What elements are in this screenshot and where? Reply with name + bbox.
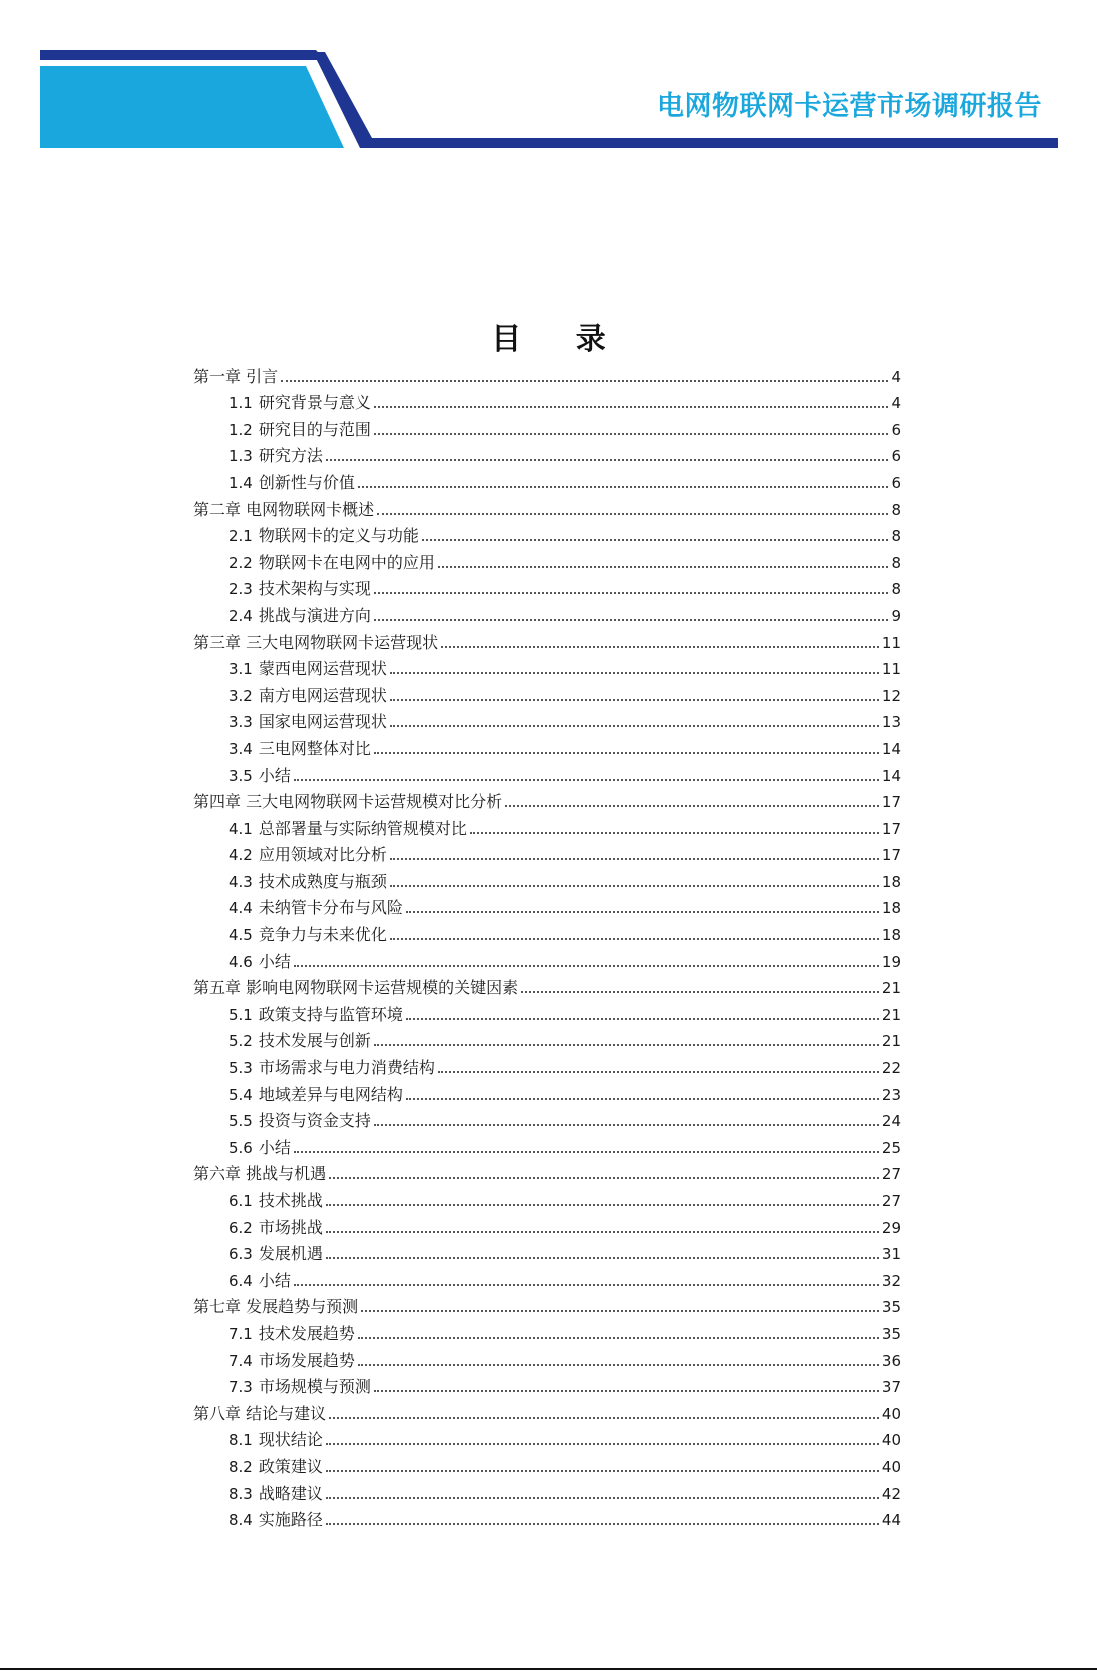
toc-dot-leader bbox=[390, 858, 879, 860]
toc-section-entry[interactable] bbox=[193, 414, 901, 441]
toc-entry-number: 3.4 bbox=[229, 739, 253, 758]
toc-section-entry[interactable] bbox=[193, 1345, 901, 1372]
toc-entry-title: 技术发展与创新 bbox=[258, 1031, 371, 1051]
toc-entry-number: 6.4 bbox=[229, 1271, 253, 1290]
toc-section-entry[interactable] bbox=[193, 1239, 901, 1266]
toc-section-entry[interactable] bbox=[193, 1318, 901, 1345]
toc-entry-number: 5.5 bbox=[229, 1112, 253, 1131]
toc-entry-title: 未纳管卡分布与风险 bbox=[258, 898, 403, 918]
toc-section-entry[interactable] bbox=[193, 1505, 901, 1532]
toc-dot-leader bbox=[294, 965, 879, 967]
toc-section-entry[interactable] bbox=[193, 893, 901, 920]
toc-entry-page-number: 40 bbox=[881, 1404, 901, 1423]
toc-dot-leader bbox=[374, 1124, 879, 1126]
toc-section-entry[interactable] bbox=[193, 654, 901, 681]
toc-entry-page-number: 9 bbox=[891, 606, 901, 625]
toc-chapter-entry[interactable] bbox=[193, 627, 901, 654]
toc-dot-leader bbox=[521, 991, 879, 993]
toc-entry-number: 2.1 bbox=[229, 527, 253, 546]
toc-entry-title: 竞争力与未来优化 bbox=[258, 925, 387, 945]
toc-section-entry[interactable] bbox=[193, 600, 901, 627]
toc-heading: 目 录 bbox=[491, 322, 628, 357]
toc-entry-page-number: 42 bbox=[881, 1484, 901, 1503]
toc-entry-page-number: 17 bbox=[881, 846, 901, 865]
page-bottom-rule bbox=[0, 1668, 1097, 1670]
toc-dot-leader bbox=[374, 592, 889, 594]
toc-dot-leader bbox=[374, 406, 889, 408]
toc-section-entry[interactable] bbox=[193, 999, 901, 1026]
toc-entry-number: 8.3 bbox=[229, 1484, 253, 1503]
toc-entry-title: 第六章 挑战与机遇 bbox=[193, 1164, 327, 1184]
toc-dot-leader bbox=[358, 1337, 879, 1339]
toc-dot-leader bbox=[390, 672, 879, 674]
toc-dot-leader bbox=[374, 619, 889, 621]
toc-entry-title: 第二章 电网物联网卡概述 bbox=[193, 499, 375, 519]
toc-dot-leader bbox=[326, 1443, 879, 1445]
toc-dot-leader bbox=[329, 1417, 879, 1419]
toc-entry-title: 战略建议 bbox=[258, 1483, 323, 1503]
toc-dot-leader bbox=[422, 539, 889, 541]
toc-entry-title: 第三章 三大电网物联网卡运营现状 bbox=[193, 632, 439, 652]
toc-entry-title: 技术挑战 bbox=[258, 1191, 323, 1210]
toc-entry-title: 三电网整体对比 bbox=[258, 738, 371, 758]
toc-entry-number: 7.4 bbox=[229, 1351, 253, 1370]
toc-entry-number: 3.3 bbox=[229, 713, 253, 732]
toc-dot-leader bbox=[438, 1071, 879, 1073]
toc-entry-number: 4.1 bbox=[229, 819, 253, 838]
toc-entry-page-number: 25 bbox=[881, 1138, 901, 1157]
toc-entry-page-number: 35 bbox=[881, 1298, 901, 1317]
toc-section-entry[interactable] bbox=[193, 946, 901, 973]
toc-dot-leader bbox=[294, 1284, 879, 1286]
toc-dot-leader bbox=[326, 1497, 879, 1499]
toc-entry-number: 2.4 bbox=[229, 606, 253, 625]
toc-dot-leader bbox=[406, 911, 879, 913]
toc-entry-page-number: 40 bbox=[881, 1457, 901, 1476]
toc-entry-page-number: 4 bbox=[891, 367, 901, 386]
toc-section-entry[interactable] bbox=[193, 707, 901, 734]
toc-entry-number: 6.3 bbox=[229, 1245, 253, 1264]
toc-dot-leader bbox=[361, 1310, 879, 1312]
toc-entry-page-number: 13 bbox=[881, 713, 901, 732]
toc-entry-title: 物联网卡的定义与功能 bbox=[258, 526, 419, 546]
toc-entry-number: 1.4 bbox=[229, 473, 253, 492]
toc-section-entry[interactable] bbox=[193, 1265, 901, 1292]
toc-dot-leader bbox=[329, 1177, 879, 1179]
toc-dot-leader bbox=[374, 1044, 879, 1046]
toc-entry-page-number: 11 bbox=[881, 660, 901, 679]
toc-dot-leader bbox=[374, 752, 879, 754]
toc-entry-number: 4.3 bbox=[229, 872, 253, 891]
toc-entry-title: 小结 bbox=[258, 765, 291, 785]
toc-entry-title: 蒙西电网运营现状 bbox=[258, 659, 387, 679]
toc-entry-page-number: 40 bbox=[881, 1431, 901, 1450]
toc-entry-page-number: 44 bbox=[881, 1511, 901, 1530]
toc-entry-page-number: 24 bbox=[881, 1112, 901, 1131]
toc-entry-title: 政策建议 bbox=[258, 1456, 323, 1476]
toc-dot-leader bbox=[281, 380, 888, 382]
toc-entry-number: 7.1 bbox=[229, 1324, 253, 1343]
toc-entry-number: 5.3 bbox=[229, 1059, 253, 1078]
toc-section-entry[interactable] bbox=[193, 1425, 901, 1452]
toc-section-entry[interactable] bbox=[193, 919, 901, 946]
toc-entry-title: 市场发展趋势 bbox=[258, 1350, 355, 1370]
toc-dot-leader bbox=[470, 832, 879, 834]
toc-dot-leader bbox=[390, 938, 879, 940]
toc-dot-leader bbox=[326, 1257, 879, 1259]
toc-entry-page-number: 6 bbox=[891, 447, 901, 466]
toc-entry-page-number: 4 bbox=[891, 394, 901, 413]
toc-section-entry[interactable] bbox=[193, 866, 901, 893]
toc-entry-title: 技术架构与实现 bbox=[258, 579, 371, 599]
toc-section-entry[interactable] bbox=[193, 574, 901, 601]
toc-section-entry[interactable] bbox=[193, 441, 901, 468]
toc-entry-page-number: 17 bbox=[881, 819, 901, 838]
toc-entry-number: 1.3 bbox=[229, 447, 253, 466]
toc-entry-title: 投资与资金支持 bbox=[258, 1111, 371, 1131]
toc-section-entry[interactable] bbox=[193, 1052, 901, 1079]
toc-dot-leader bbox=[438, 566, 889, 568]
toc-dot-leader bbox=[390, 725, 879, 727]
toc-entry-title: 第四章 三大电网物联网卡运营规模对比分析 bbox=[193, 792, 503, 812]
toc-entry-number: 8.4 bbox=[229, 1511, 253, 1530]
toc-entry-number: 5.4 bbox=[229, 1085, 253, 1104]
toc-section-entry[interactable] bbox=[193, 1372, 901, 1399]
toc-entry-page-number: 32 bbox=[881, 1271, 901, 1290]
toc-section-entry[interactable] bbox=[193, 813, 901, 840]
toc-entry-title: 总部署量与实际纳管规模对比 bbox=[258, 818, 467, 838]
toc-entry-page-number: 6 bbox=[891, 420, 901, 439]
toc-entry-page-number: 6 bbox=[891, 473, 901, 492]
toc-dot-leader bbox=[390, 699, 879, 701]
toc-entry-number: 4.4 bbox=[229, 899, 253, 918]
toc-dot-leader bbox=[294, 779, 879, 781]
toc-entry-page-number: 27 bbox=[881, 1165, 901, 1184]
toc-section-entry[interactable] bbox=[193, 733, 901, 760]
toc-entry-number: 7.3 bbox=[229, 1378, 253, 1397]
toc-entry-number: 3.5 bbox=[229, 766, 253, 785]
toc-entry-title: 小结 bbox=[258, 1137, 291, 1157]
toc-entry-number: 2.2 bbox=[229, 553, 253, 572]
toc-section-entry[interactable] bbox=[193, 1079, 901, 1106]
toc-entry-number: 3.2 bbox=[229, 686, 253, 705]
toc-section-entry[interactable] bbox=[193, 388, 901, 415]
toc-entry-title: 创新性与价值 bbox=[258, 472, 355, 492]
toc-section-entry[interactable] bbox=[193, 547, 901, 574]
toc-chapter-entry[interactable] bbox=[193, 1292, 901, 1319]
toc-chapter-entry[interactable] bbox=[193, 361, 901, 388]
toc-section-entry[interactable] bbox=[193, 1478, 901, 1505]
toc-entry-title: 小结 bbox=[258, 951, 291, 971]
toc-entry-number: 6.2 bbox=[229, 1218, 253, 1237]
toc-section-entry[interactable] bbox=[193, 760, 901, 787]
toc-entry-number: 5.6 bbox=[229, 1138, 253, 1157]
toc-entry-page-number: 35 bbox=[881, 1324, 901, 1343]
toc-entry-page-number: 23 bbox=[881, 1085, 901, 1104]
toc-entry-title: 国家电网运营现状 bbox=[258, 712, 387, 732]
toc-entry-number: 1.2 bbox=[229, 420, 253, 439]
toc-section-entry[interactable] bbox=[193, 1185, 901, 1212]
toc-entry-title: 小结 bbox=[258, 1270, 291, 1290]
toc-entry-page-number: 36 bbox=[881, 1351, 901, 1370]
toc-entry-title: 第五章 影响电网物联网卡运营规模的关键因素 bbox=[193, 978, 519, 998]
toc-entry-page-number: 18 bbox=[881, 872, 901, 891]
toc-dot-leader bbox=[390, 885, 879, 887]
toc-entry-title: 第七章 发展趋势与预测 bbox=[193, 1297, 359, 1317]
toc-entry-number: 5.2 bbox=[229, 1032, 253, 1051]
toc-entry-title: 市场需求与电力消费结构 bbox=[258, 1058, 435, 1078]
toc-entry-title: 实施路径 bbox=[258, 1510, 323, 1530]
toc-entry-title: 市场挑战 bbox=[258, 1217, 323, 1237]
toc-chapter-entry[interactable] bbox=[193, 1159, 901, 1186]
toc-dot-leader bbox=[406, 1098, 879, 1100]
toc-entry-title: 应用领域对比分析 bbox=[258, 845, 387, 865]
toc-entry-number: 4.5 bbox=[229, 926, 253, 945]
toc-dot-leader bbox=[358, 486, 889, 488]
toc-dot-leader bbox=[374, 433, 889, 435]
toc-entry-page-number: 21 bbox=[881, 1032, 901, 1051]
toc-entry-page-number: 17 bbox=[881, 793, 901, 812]
toc-entry-title: 第一章 引言 bbox=[193, 366, 279, 386]
toc-entry-title: 南方电网运营现状 bbox=[258, 685, 387, 705]
toc-entry-page-number: 37 bbox=[881, 1378, 901, 1397]
toc-entry-title: 第八章 结论与建议 bbox=[193, 1403, 327, 1423]
toc-entry-number: 3.1 bbox=[229, 660, 253, 679]
toc-entry-page-number: 21 bbox=[881, 979, 901, 998]
toc-entry-page-number: 11 bbox=[881, 633, 901, 652]
toc-entry-page-number: 18 bbox=[881, 899, 901, 918]
toc-dot-leader bbox=[294, 1151, 879, 1153]
toc-section-entry[interactable] bbox=[193, 467, 901, 494]
toc-entry-page-number: 8 bbox=[891, 553, 901, 572]
toc-entry-number: 5.1 bbox=[229, 1005, 253, 1024]
toc-entry-page-number: 31 bbox=[881, 1245, 901, 1264]
toc-entry-page-number: 14 bbox=[881, 766, 901, 785]
toc-chapter-entry[interactable] bbox=[193, 1398, 901, 1425]
toc-entry-number: 8.2 bbox=[229, 1457, 253, 1476]
toc-entry-number: 2.3 bbox=[229, 580, 253, 599]
toc-entry-page-number: 12 bbox=[881, 686, 901, 705]
toc-entry-page-number: 21 bbox=[881, 1005, 901, 1024]
toc-entry-title: 物联网卡在电网中的应用 bbox=[258, 552, 435, 572]
toc-entry-title: 研究背景与意义 bbox=[258, 393, 371, 413]
toc-dot-leader bbox=[326, 1204, 879, 1206]
report-title: 电网物联网卡运营市场调研报告 bbox=[657, 91, 1042, 122]
toc-dot-leader bbox=[377, 513, 888, 515]
toc-entry-number: 4.6 bbox=[229, 952, 253, 971]
toc-dot-leader bbox=[326, 459, 889, 461]
toc-entry-page-number: 8 bbox=[891, 580, 901, 599]
toc-section-entry[interactable] bbox=[193, 840, 901, 867]
table-of-contents bbox=[193, 361, 901, 1531]
toc-dot-leader bbox=[326, 1523, 879, 1525]
toc-entry-page-number: 14 bbox=[881, 739, 901, 758]
toc-entry-title: 政策支持与监管环境 bbox=[258, 1004, 403, 1024]
toc-entry-title: 发展机遇 bbox=[258, 1244, 323, 1264]
toc-entry-page-number: 19 bbox=[881, 952, 901, 971]
toc-chapter-entry[interactable] bbox=[193, 494, 901, 521]
toc-entry-title: 研究方法 bbox=[258, 446, 323, 466]
header-light-blue-block bbox=[40, 66, 344, 148]
toc-section-entry[interactable] bbox=[193, 1212, 901, 1239]
toc-chapter-entry[interactable] bbox=[193, 787, 901, 814]
toc-entry-page-number: 8 bbox=[891, 500, 901, 519]
toc-entry-page-number: 8 bbox=[891, 527, 901, 546]
toc-section-entry[interactable] bbox=[193, 521, 901, 548]
toc-entry-number: 1.1 bbox=[229, 394, 253, 413]
toc-section-entry[interactable] bbox=[193, 1106, 901, 1133]
toc-entry-title: 现状结论 bbox=[258, 1430, 323, 1450]
toc-entry-title: 技术成熟度与瓶颈 bbox=[258, 871, 387, 891]
toc-entry-title: 研究目的与范围 bbox=[258, 419, 371, 439]
toc-entry-number: 4.2 bbox=[229, 846, 253, 865]
toc-section-entry[interactable] bbox=[193, 1026, 901, 1053]
toc-dot-leader bbox=[374, 1390, 879, 1392]
toc-entry-title: 地域差异与电网结构 bbox=[258, 1084, 403, 1104]
toc-section-entry[interactable] bbox=[193, 680, 901, 707]
toc-dot-leader bbox=[358, 1364, 879, 1366]
toc-section-entry[interactable] bbox=[193, 1451, 901, 1478]
toc-section-entry[interactable] bbox=[193, 1132, 901, 1159]
header-navy-top-stripe bbox=[40, 50, 325, 60]
toc-entry-title: 挑战与演进方向 bbox=[258, 605, 371, 625]
toc-entry-number: 6.1 bbox=[229, 1192, 253, 1210]
toc-entry-title: 技术发展趋势 bbox=[258, 1323, 355, 1343]
toc-dot-leader bbox=[326, 1231, 879, 1233]
toc-entry-page-number: 27 bbox=[881, 1192, 901, 1210]
toc-dot-leader bbox=[505, 805, 879, 807]
toc-entry-page-number: 29 bbox=[881, 1218, 901, 1237]
toc-entry-page-number: 18 bbox=[881, 926, 901, 945]
toc-dot-leader bbox=[441, 646, 879, 648]
toc-entry-page-number: 22 bbox=[881, 1059, 901, 1078]
toc-entry-number: 8.1 bbox=[229, 1431, 253, 1450]
toc-dot-leader bbox=[326, 1470, 879, 1472]
toc-entry-title: 市场规模与预测 bbox=[258, 1377, 371, 1397]
toc-dot-leader bbox=[406, 1018, 879, 1020]
toc-chapter-entry[interactable] bbox=[193, 973, 901, 1000]
header-banner bbox=[0, 0, 1097, 160]
